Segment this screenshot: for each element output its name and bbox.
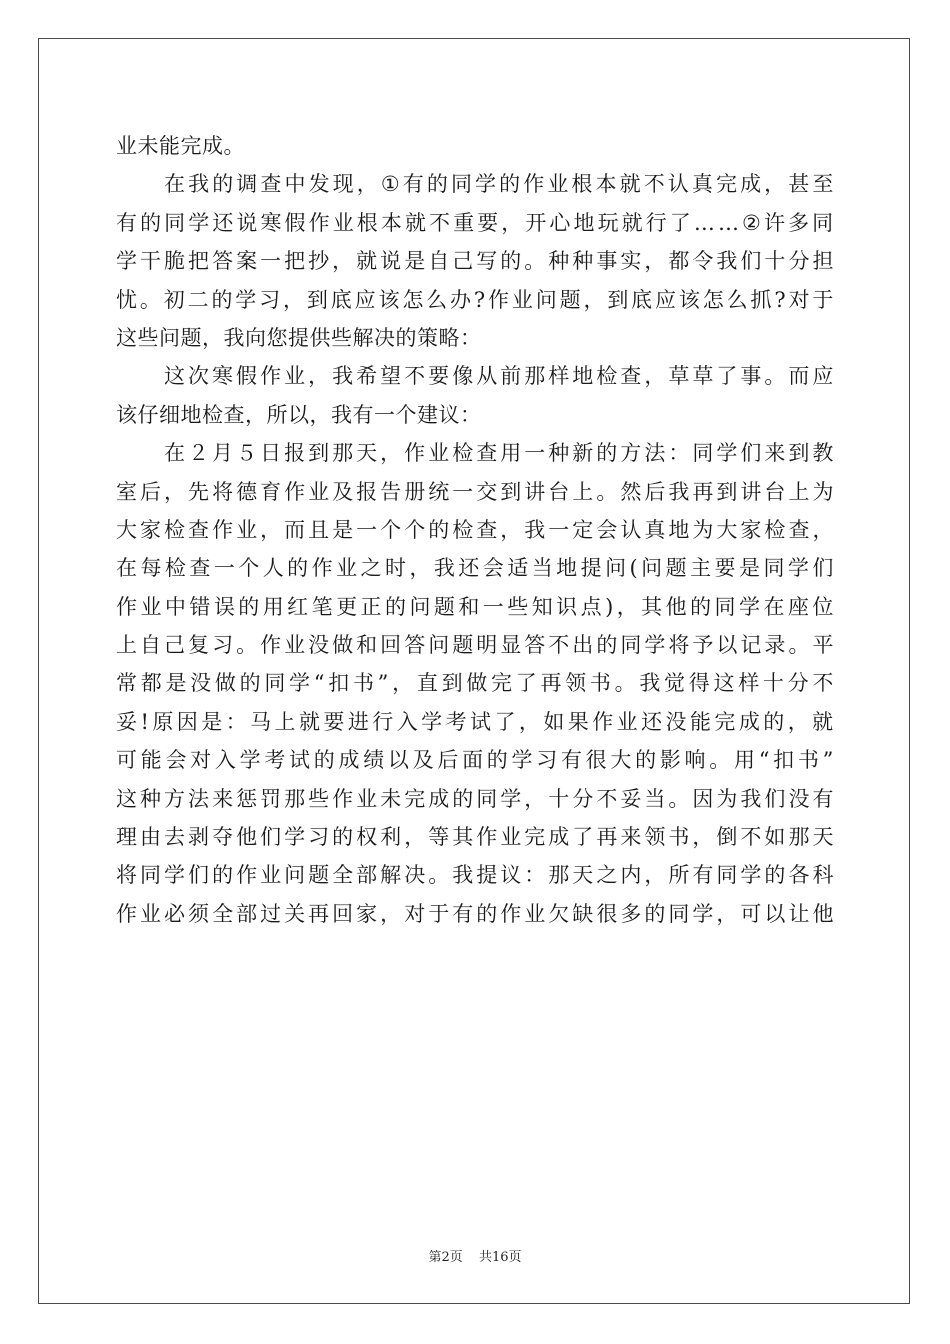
text-line: 上 自 己 复 习 。 作 业 没 做 和 回 答 问 题 明 显 答 不 出 的 同 学 将 予 以 记 录 。 平 (116, 633, 834, 658)
text-line: 这 种 方 法 来 惩 罚 那 些 作 业 未 完 成 的 同 学 ， 十 分 不 妥 当 。 因 为 我 们 没 有 (116, 786, 834, 811)
text-line: 作 业 中 错 误 的 用 红 笔 更 正 的 问 题 和 一 些 知 识 点 ) ， 其 他 的 同 学 在 座 位 (116, 594, 834, 619)
text-line: 作 业 必 须 全 部 过 关 再 回 家 ， 对 于 有 的 作 业 欠 缺 很 多 的 同 学 ， 可 以 让 他 (116, 901, 834, 926)
text-line: 业未能完成。 (116, 134, 245, 158)
text-line: 学 干 脆 把 答 案 一 把 抄 ， 就 说 是 自 己 写 的 。 种 种 事 实 ， 都 令 我 们 十 分 担 (116, 249, 834, 274)
text-line: 这 次 寒 假 作 业 ， 我 希 望 不 要 像 从 前 那 样 地 检 查 ， 草 草 了 事 。 而 应 (164, 364, 834, 389)
text-line: 在 每 检 查 一 个 人 的 作 业 之 时 ， 我 还 会 适 当 地 提 问 ( 问 题 主 要 是 同 学 们 (116, 556, 834, 581)
text-line: 妥 ! 原 因 是 ： 马 上 就 要 进 行 入 学 考 试 了 ， 如 果 作 业 还 没 能 完 成 的 ， 就 (116, 709, 834, 734)
text-line: 可 能 会 对 入 学 考 试 的 成 绩 以 及 后 面 的 学 习 有 很 大 的 影 响 。 用 “ 扣 书 ” (116, 748, 834, 773)
text-line: 常 都 是 没 做 的 同 学 “ 扣 书 ” ， 直 到 做 完 了 再 领 书 。 我 觉 得 这 样 十 分 不 (116, 671, 834, 696)
page-number: 第2页 (428, 1250, 463, 1265)
text-line: 忧 。 初 二 的 学 习 ， 到 底 应 该 怎 么 办 ? 作 业 问 题 ， 到 底 应 该 怎 么 抓 ? 对 于 (116, 287, 834, 312)
text-line: 在 ２ 月 ５ 日 报 到 那 天 ， 作 业 检 查 用 一 种 新 的 方 法 ： 同 学 们 来 到 教 (164, 441, 834, 466)
page-footer (0, 1246, 950, 1265)
document-body (116, 127, 834, 933)
text-line: 将 同 学 们 的 作 业 问 题 全 部 解 决 。 我 提 议 ： 那 天 之 内 ， 所 有 同 学 的 各 科 (116, 863, 834, 888)
text-line: 理 由 去 剥 夺 他 们 学 习 的 权 利 ， 等 其 作 业 完 成 了 再 来 领 书 ， 倒 不 如 那 天 (116, 825, 834, 850)
text-line: 室 后 ， 先 将 德 育 作 业 及 报 告 册 统 一 交 到 讲 台 上 。 然 后 我 再 到 讲 台 上 为 (116, 479, 834, 504)
total-pages: 共16页 (478, 1250, 522, 1265)
text-line: 大 家 检 查 作 业 ， 而 且 是 一 个 个 的 检 查 ， 我 一 定 会 认 真 地 为 大 家 检 查 ， (116, 517, 834, 542)
text-line: 该仔细地检查，所以，我有一个建议： (116, 402, 482, 427)
text-line: 这些问题，我向您提供些解决的策略： (116, 325, 482, 350)
text-line: 有 的 同 学 还 说 寒 假 作 业 根 本 就 不 重 要 ， 开 心 地 玩 就 行 了 … … ② 许 多 同 (116, 210, 834, 235)
text-line: 在 我 的 调 查 中 发 现 ， ① 有 的 同 学 的 作 业 根 本 就 不 认 真 完 成 ， 甚 至 (164, 172, 834, 197)
